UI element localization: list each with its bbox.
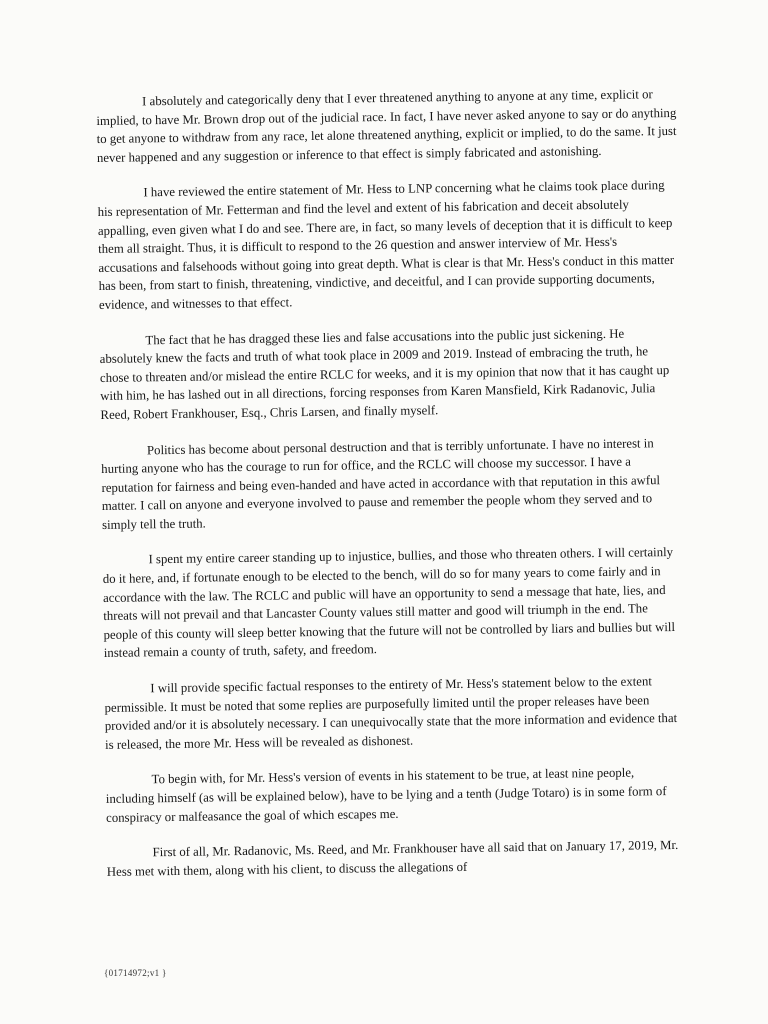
paragraph-denial: I absolutely and categorically deny that I ever threatened anything to anyone at any time, explicit or implied, to have Mr. Brown drop out of the judicial race. In fact, I have never asked anyone to say or do anything to get anyone to withdraw from any race, let alone threatened anything, explicit or implied, to do the same. It just never happened and any suggestion or inference to that effect is simply fabricated and astonishing. [96, 87, 677, 165]
paragraph-begin-with: To begin with, for Mr. Hess's version of events in his statement to be true, at least nine people, including himself (as will be explained below), have to be lying and a tenth (Judge Totaro) is in some form of conspiracy or malfeasance the goal of which escapes me. [105, 765, 667, 825]
paragraph-false-accusations: The fact that he has dragged these lies and false accusations into the public just sickening. He absolutely knew the facts and truth of what took place in 2009 and 2019. Instead of embracing the truth, he chose to threaten and/or mislead the entire RCLC for weeks, and it is my opinion that now that it has caught up with him, he has lashed out in all directions, forcing responses from Karen Mansfield, Kirk Radanovic, Julia Reed, Robert Frankhouser, Esq., Chris Larsen, and finally myself. [99, 326, 670, 422]
paragraph-first-of-all: First of all, Mr. Radanovic, Ms. Reed, and Mr. Frankhouser have all said that on January 17, 2019, Mr. Hess met with them, along with his client, to discuss the allegations of [106, 838, 679, 879]
paragraph-review-statement: I have reviewed the entire statement of Mr. Hess to LNP concerning what he claims took place during his representation of Mr. Fetterman and find the level and extent of his fabrication and deceit absolutely appalling, even given what I do and see. There are, in fact, so many levels of deception that it is difficult to keep them all straight. Thus, it is difficult to respond to the 26 question and answer interview of Mr. Hess's accusations and falsehoods without going into great depth. What is clear is that Mr. Hess's conduct in this matter has been, from start to finish, threatening, vindictive, and deceitful, and I can provide supporting documents, evidence, and witnesses to that effect. [97, 178, 675, 312]
paragraph-politics: Politics has become about personal destruction and that is terribly unfortunate. I have no interest in hurting anyone who has the courage to run for office, and the RCLC will choose my successor. I have a reputation for fairness and being even-handed and have acted in accordance with that reputation in this awful matter. I call on anyone and everyone involved to pause and remember the people whom they served and to simply tell the truth. [101, 435, 661, 532]
paragraph-career: I spent my entire career standing up to injustice, bullies, and those who threaten others. I will certainly do it here, and, if fortunate enough to be elected to the bench, will do so for many years to come fairly and in accordance with the law. The RCLC and public will have an opportunity to send a message that hate, lies, and threats will not prevail and that Lancaster County values still matter and good will triumph in the end. The people of this county will sleep better knowing that the future will not be controlled by liars and bullies but will instead remain a county of truth, safety, and freedom. [102, 545, 676, 661]
document-body [96, 85, 687, 898]
paragraph-factual-responses: I will provide specific factual responses to the entirety of Mr. Hess's statement below to the extent permissible. It must be noted that some replies are purposefully limited until the proper releases have been provided and/or it is absolutely necessary. I can unequivocally state that the more information and evidence that is released, the more Mr. Hess will be revealed as dishonest. [104, 674, 678, 752]
document-id-footer: {01714972;v1 } [104, 968, 167, 978]
